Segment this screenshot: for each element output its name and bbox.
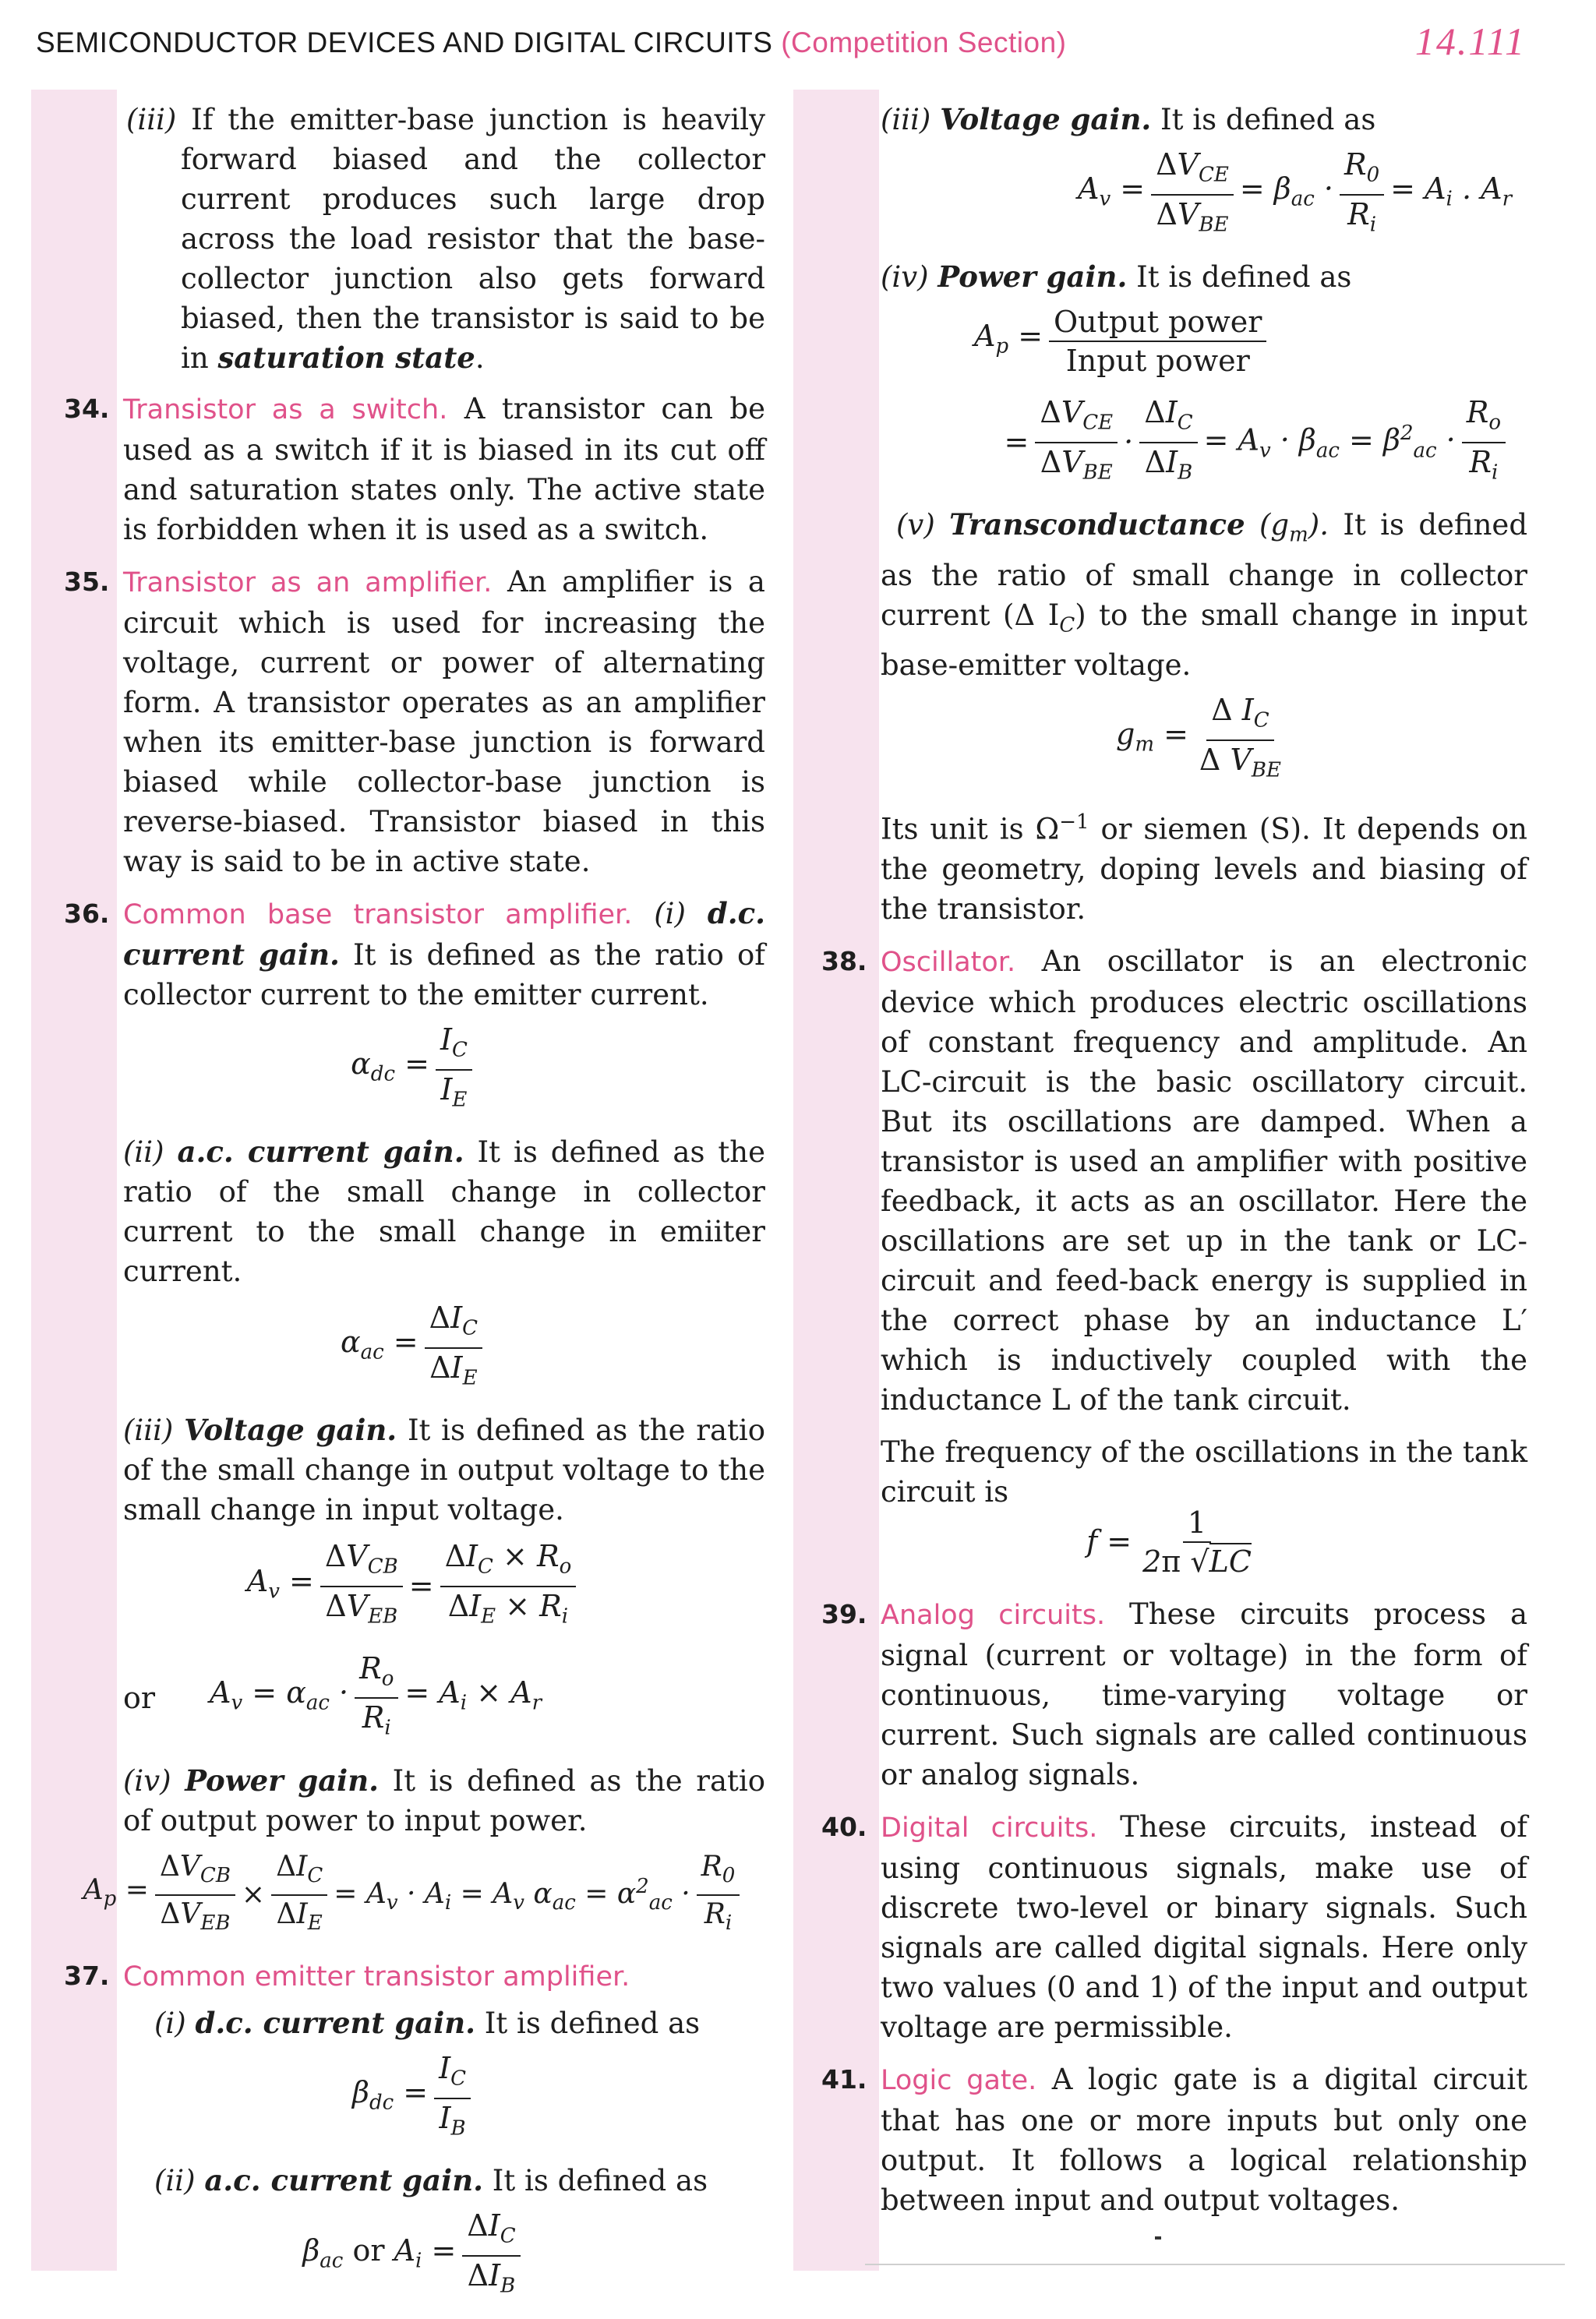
ce-power-gain: (iv) Power gain. It is defined as [881, 259, 1352, 295]
equation-voltage-gain-ce: $A_v$ = $\frac{\Delta V_{CE}}{\Delta V_{BE}}$ = $\beta_{ac}$ · $\frac{R_0}{R_i}$ = $A_i$ . $A_r$ [1078, 147, 1512, 237]
right-column [821, 100, 1528, 2233]
bottom-mark [1155, 2236, 1161, 2240]
section-37-i: (i) d.c. current gain. It is defined as [154, 2006, 701, 2041]
running-head [36, 26, 1066, 59]
page-number: 14.111 [1414, 19, 1526, 63]
right-sections [821, 941, 1527, 2220]
bottom-rule [865, 2264, 1565, 2265]
equation-beta-dc: $\beta_{dc}$ = $\frac{I_C}{I_B}$ [64, 2049, 765, 2147]
section-36: 36. Common base transistor amplifier. (i) d.c. current gain. It is defined as the ratio of collector current to the emitter current. [64, 896, 766, 1011]
section-36-ii: (ii) a.c. current gain. It is defined as the ratio of the small change in collector current to the small change in emiiter current. [123, 1135, 765, 1289]
equation-alpha-dc: $\alpha_{dc}$ = $\frac{I_C}{I_E}$ [64, 1021, 765, 1118]
equation-power-gain-ce: = $\frac{\Delta V_{CE}}{\Delta V_{BE}}$ · $\frac{\Delta I_C}{\Delta I_B}$ = $A_v \cdot \beta_{ac} = \beta^2_{ac}$ · $\frac{R_o}{R_i}$ [881, 394, 1527, 491]
section-37-ii: (ii) a.c. current gain. It is defined as [154, 2163, 708, 2198]
section-41: 41. Logic gate. A logic gate is a digital circuit that has one or more inputs but only one output. It follows a logical relationship between input and output voltages. [821, 2062, 1527, 2217]
section-39: 39. Analog circuits. These circuits process a signal (current or voltage) in the form of continuous, time-varying voltage or current. Such signals are called continuous or analog signals. [821, 1597, 1527, 1791]
section-36-iii: (iii) Voltage gain. It is defined as the ratio of the small change in output voltage to the small change in input voltage. [123, 1413, 765, 1527]
section-34: 34. Transistor as a switch. A transistor can be used as a switch if it is biased in its cut off and saturation states only. The active state is forbidden when it is used as a switch. [64, 392, 766, 546]
equation-gm: $g_m$ = $\frac{\Delta I_C}{\Delta V_{BE}}$ [1116, 693, 1281, 782]
equation-alpha-ac: $\alpha_{ac}$ = $\frac{\Delta I_C}{\Delta I_E}$ [64, 1299, 765, 1396]
section-37: 37. Common emitter transistor amplifier. [64, 1961, 630, 1993]
equation-power-gain-ratio: $A_p$ = $\frac{\text{Output power}}{\text{Input power}}$ [881, 303, 1527, 379]
section-38: 38. Oscillator. An oscillator is an electronic device which produces electric oscillations of constant frequency and amplitude. An LC-circuit is the basic oscillatory circuit. But its oscillations are damped. When a transistor is used an amplifier with positive feedback, it acts as an oscillator. Here the oscillations are set up in the tank or LC-circuit and feed-back energy is supplied in the correct phase by an inductance L′ which is inductively coupled with the inductance L of the tank circuit. [821, 944, 1527, 1417]
equation-power-gain-cb: $A_p$ = $\frac{\Delta V_{CB}}{\Delta V_{EB}}$ × $\frac{\Delta I_C}{\Delta I_E}$ = $A_v \cdot A_i = A_v$ $\alpha_{ac} = \alpha^2_{ac}$ · $\frac{R_0}{R_i}$ [64, 1848, 765, 1942]
transconductance-para: (v) Transconductance $(g_m)$. It is defined as the ratio of small change in collector current (Δ $I_C$) to the small change in input base-emitter voltage. [881, 507, 1528, 683]
equation-voltage-gain-cb: $A_v$ = $\frac{\Delta V_{CB}}{\Delta V_{EB}}$ = $\frac{\Delta I_C \times R_o}{\Delta I_E \times R_i}$ [64, 1537, 765, 1635]
section-35: 35. Transistor as an amplifier. An amplifier is a circuit which is used for increasing the voltage, current or power of alternating form. A transistor operates as an amplifier when its emitter-base junction is forward biased while collector-base junction is reverse-biased. Transistor biased in this way is said to be in active state. [64, 565, 765, 878]
ce-voltage-gain: (iii) Voltage gain. It is defined as [881, 102, 1376, 136]
equation-voltage-gain-alt: or $A_v = \alpha_{ac}$ · $\frac{R_o}{R_i}$ = $A_i \times A_r$ [123, 1650, 542, 1740]
chapter-title: SEMICONDUCTOR DEVICES AND DIGITAL CIRCUITS [36, 26, 773, 58]
section-40: 40. Digital circuits. These circuits, instead of using continuous signals, make use of discrete two-level or binary signals. Such signals are called digital signals. Here only two values (0 and 1) of the input and output voltage are permissible. [821, 1809, 1527, 2044]
equation-beta-ac: $\beta_{ac}$ or $A_i$ = $\frac{\Delta I_C}{\Delta I_B}$ [64, 2207, 765, 2304]
saturation-state-para: (iii) If the emitter-base junction is heavily forward biased and the collector current produces such large drop across the load resistor that the base-collector junction also gets forward biased, then the transistor is said to be in saturation state. [126, 103, 766, 375]
chapter-subtitle: (Competition Section) [781, 26, 1067, 58]
equation-frequency: f = $\frac{1}{2\pi √LC}$ [1086, 1505, 1252, 1579]
left-column [64, 100, 765, 2319]
page-header [0, 0, 1596, 86]
gm-unit-para: Its unit is $\Omega^{-1}$ or siemen (S). It depends on the geometry, doping levels and biasing of the transistor. [881, 810, 1527, 926]
section-36-iv: (iv) Power gain. It is defined as the ratio of output power to input power. [123, 1763, 765, 1837]
frequency-text: The frequency of the oscillations in the tank circuit is [881, 1435, 1527, 1509]
